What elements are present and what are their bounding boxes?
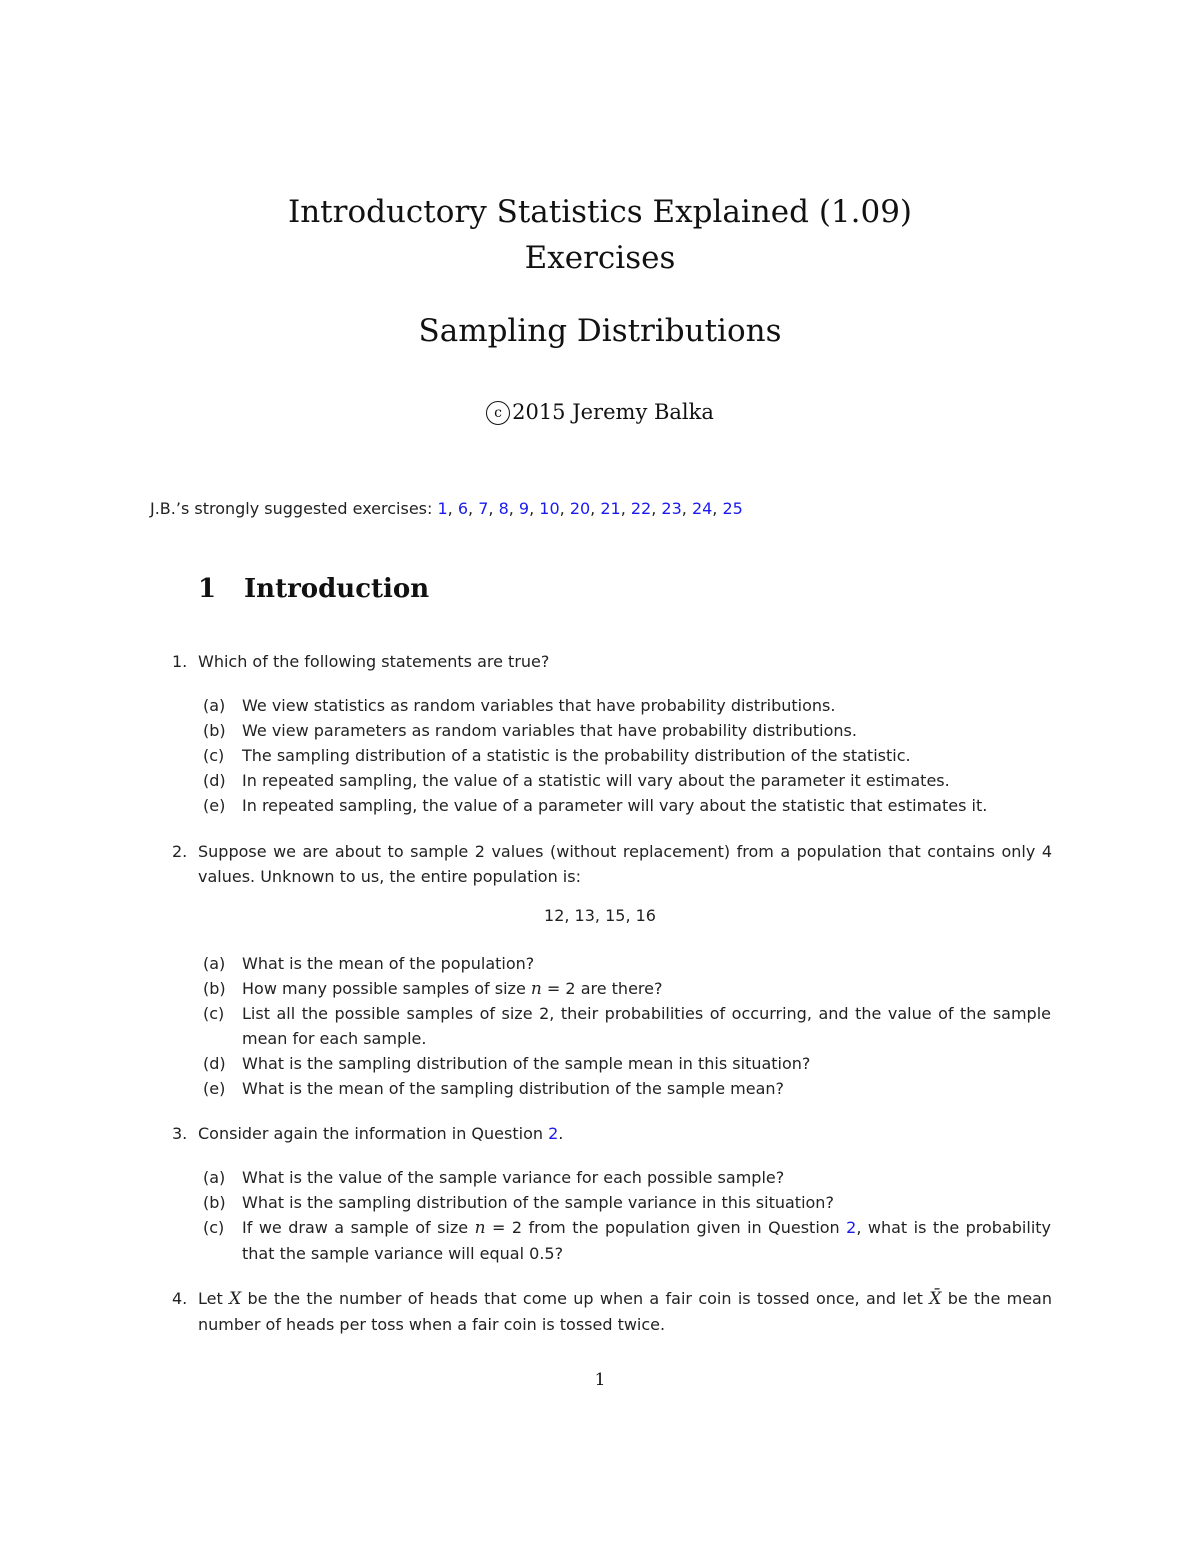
- exercise-link-23[interactable]: 23: [661, 499, 682, 518]
- separator: ,: [681, 499, 692, 518]
- part-text: We view parameters as random variables that have probability distributions.: [242, 721, 857, 740]
- chapter-title: Sampling Distributions: [418, 313, 782, 349]
- text-segment: How many possible samples of size: [242, 979, 531, 998]
- part-label: (d): [203, 771, 226, 790]
- copyright-text: 2015 Jeremy Balka: [512, 400, 714, 424]
- text-segment: be the mean number of heads per toss when a fair coin is tossed twice.: [198, 1289, 1052, 1334]
- q2-part-a: [203, 951, 1051, 976]
- q2-part-d: [203, 1051, 1051, 1076]
- part-label: (e): [203, 796, 226, 815]
- separator: ,: [590, 499, 601, 518]
- document-title: Introductory Statistics Explained (1.09): [287, 194, 913, 230]
- q2-part-b: [203, 976, 1051, 1002]
- question-3: [172, 1121, 1052, 1146]
- text-segment: .: [558, 1124, 564, 1143]
- suggested-exercises: [150, 499, 743, 518]
- separator: ,: [529, 499, 540, 518]
- part-label: (a): [203, 696, 226, 715]
- text-segment: , what is the probability that the sample variance will equal 0.5?: [242, 1218, 1051, 1263]
- question-1: [172, 649, 1052, 674]
- exercise-link-10[interactable]: 10: [539, 499, 560, 518]
- exercise-link-20[interactable]: 20: [569, 499, 591, 518]
- exercise-link-24[interactable]: 24: [691, 499, 713, 518]
- exercise-link-6[interactable]: 6: [457, 499, 469, 518]
- question-text: [198, 1286, 1052, 1337]
- math-variable: X̄: [929, 1289, 942, 1309]
- separator: ,: [468, 499, 479, 518]
- question-number: 2.: [172, 842, 188, 861]
- exercise-link-1[interactable]: 1: [437, 499, 448, 518]
- part-text: What is the mean of the population?: [242, 954, 535, 973]
- section-number: 1: [198, 574, 217, 604]
- part-label: (d): [203, 1054, 226, 1073]
- document-subtitle: Exercises: [524, 240, 676, 276]
- section-title: Introduction: [244, 574, 430, 604]
- q1-part-e: [203, 793, 1051, 818]
- part-label: (b): [203, 1193, 226, 1212]
- question-number: 4.: [172, 1289, 188, 1308]
- exercise-link-21[interactable]: 21: [600, 499, 621, 518]
- q3-part-c: [203, 1215, 1051, 1266]
- text-segment: be the the number of heads that come up when a fair coin is tossed once, and let: [241, 1289, 930, 1308]
- suggested-links: [437, 499, 742, 518]
- part-label: (a): [203, 1168, 226, 1187]
- q1-part-b: [203, 718, 1051, 743]
- page-number: 1: [594, 1370, 606, 1390]
- exercise-link-22[interactable]: 22: [630, 499, 652, 518]
- exercise-link-7[interactable]: 7: [478, 499, 489, 518]
- q1-part-d: [203, 768, 1051, 793]
- math-variable: n: [530, 979, 542, 999]
- copyright-icon: c: [486, 401, 510, 425]
- part-text: What is the mean of the sampling distribution of the sample mean?: [242, 1079, 785, 1098]
- question-4: [172, 1286, 1052, 1337]
- population-values: 12, 13, 15, 16: [544, 906, 656, 925]
- part-text: In repeated sampling, the value of a parameter will vary about the statistic that estimates it.: [242, 796, 988, 815]
- exercise-link-9[interactable]: 9: [518, 499, 530, 518]
- part-label: (b): [203, 979, 226, 998]
- separator: ,: [712, 499, 723, 518]
- separator: ,: [651, 499, 662, 518]
- section-heading: [198, 574, 429, 604]
- text-segment: Let: [198, 1289, 230, 1308]
- exercise-link-8[interactable]: 8: [498, 499, 509, 518]
- text-segment: If we draw a sample of size: [242, 1218, 475, 1237]
- text-segment: Consider again the information in Question: [198, 1124, 549, 1143]
- part-text: What is the sampling distribution of the sample mean in this situation?: [242, 1054, 811, 1073]
- question-text: [198, 1121, 1052, 1146]
- question-text: Suppose we are about to sample 2 values (without replacement) from a population that contains only 4 values. Unknown to us, the entire population is:: [198, 842, 1052, 886]
- separator: ,: [508, 499, 519, 518]
- suggested-label: J.B.’s strongly suggested exercises:: [150, 499, 433, 518]
- question-text: Which of the following statements are true?: [198, 652, 550, 671]
- separator: ,: [620, 499, 631, 518]
- q2-part-e: [203, 1076, 1051, 1101]
- q2-part-c: [203, 1001, 1051, 1051]
- part-text: List all the possible samples of size 2, their probabilities of occurring, and the value of the sample mean for each sample.: [242, 1004, 1051, 1048]
- question-number: 3.: [172, 1124, 188, 1143]
- math-variable: X: [229, 1289, 242, 1309]
- question-reference-link[interactable]: 2: [846, 1218, 857, 1237]
- question-number: 1.: [172, 652, 188, 671]
- part-label: (c): [203, 746, 225, 765]
- separator: ,: [488, 499, 499, 518]
- exercise-link-25[interactable]: 25: [722, 499, 743, 518]
- question-2: [172, 839, 1052, 889]
- q1-part-a: [203, 693, 1051, 718]
- part-label: (c): [203, 1218, 225, 1237]
- text-segment: = 2 are there?: [541, 979, 663, 998]
- part-text: [242, 976, 1051, 1002]
- math-variable: n: [474, 1218, 486, 1238]
- part-label: (e): [203, 1079, 226, 1098]
- part-text: What is the sampling distribution of the sample variance in this situation?: [242, 1193, 834, 1212]
- q3-part-a: [203, 1165, 1051, 1190]
- part-text: [242, 1215, 1051, 1266]
- q3-part-b: [203, 1190, 1051, 1215]
- part-label: (c): [203, 1004, 225, 1023]
- part-text: The sampling distribution of a statistic is the probability distribution of the statistic.: [242, 746, 911, 765]
- separator: ,: [559, 499, 570, 518]
- copyright-line: [0, 400, 1200, 425]
- separator: ,: [447, 499, 458, 518]
- part-text: What is the value of the sample variance for each possible sample?: [242, 1168, 785, 1187]
- question-reference-link[interactable]: 2: [548, 1124, 559, 1143]
- part-text: We view statistics as random variables that have probability distributions.: [242, 696, 836, 715]
- part-text: In repeated sampling, the value of a statistic will vary about the parameter it estimates.: [242, 771, 950, 790]
- q1-part-c: [203, 743, 1051, 768]
- part-label: (a): [203, 954, 226, 973]
- text-segment: = 2 from the population given in Question: [485, 1218, 847, 1237]
- part-label: (b): [203, 721, 226, 740]
